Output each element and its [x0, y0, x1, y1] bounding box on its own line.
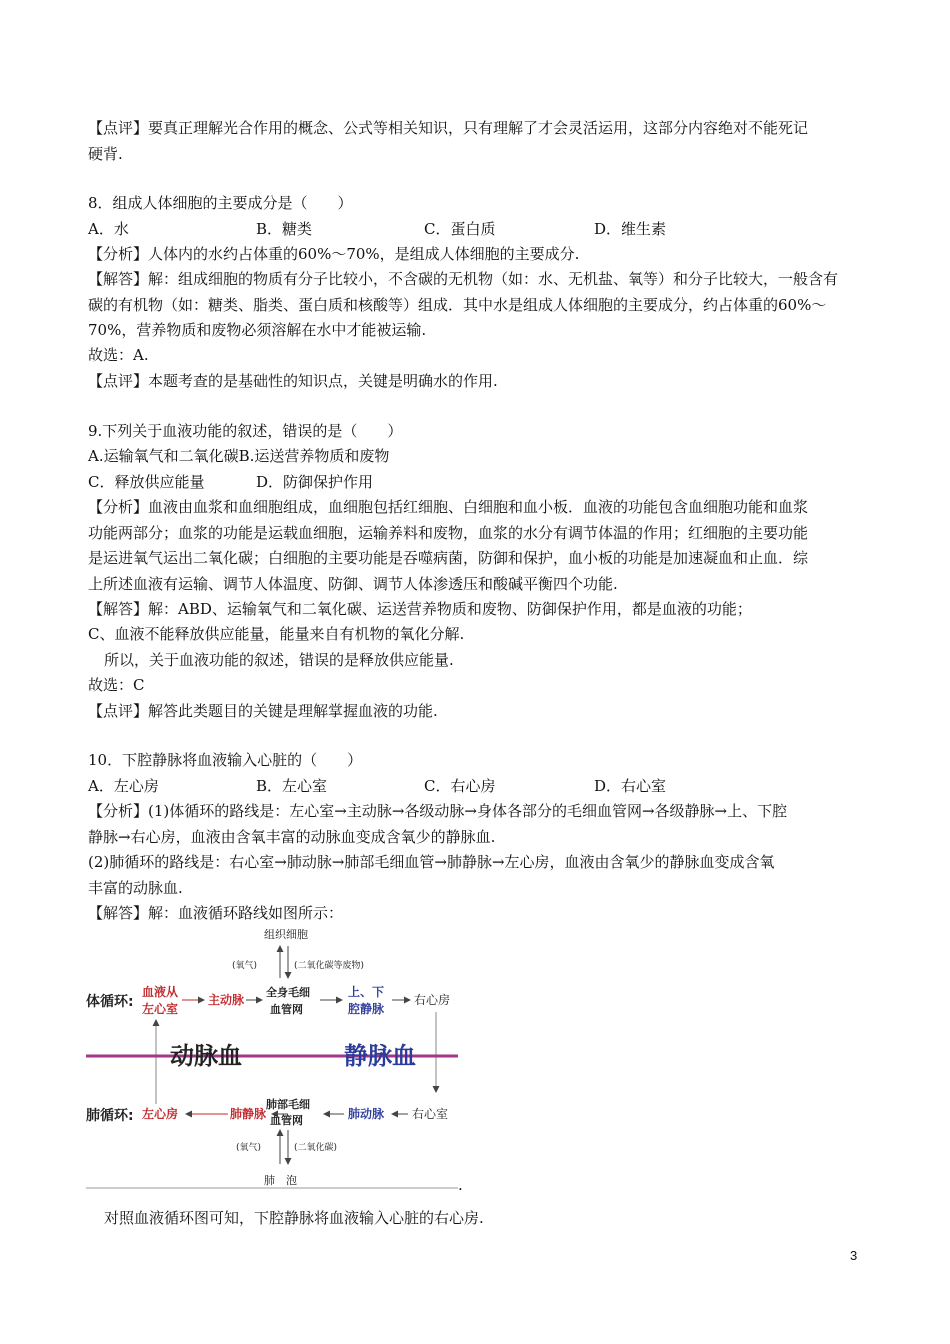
q9-options-cd	[88, 472, 688, 492]
fig-venous-blood: 静脉血	[344, 1042, 416, 1070]
fig-aorta: 主动脉	[208, 993, 245, 1007]
fig-pulmonary-vein: 肺静脉	[230, 1107, 267, 1121]
q9-analysis-line-2: 功能两部分；血浆的功能是运载血细胞，运输养料和废物，血浆的水分有调节体温的作用；红细胞的主要功能	[88, 524, 809, 542]
q10-option-d: D．右心室	[594, 777, 667, 795]
comment-line: 【点评】要真正理解光合作用的概念、公式等相关知识，只有理解了才会灵活运用，这部分内容绝对不能死记	[88, 119, 809, 137]
figure-period: .	[458, 1176, 463, 1194]
q8-answer-line-2: 碳的有机物（如：糖类、脂类、蛋白质和核酸等）组成．其中水是组成人体细胞的主要成分，约占体重的60%～	[88, 296, 827, 314]
blood-circulation-diagram	[86, 924, 458, 1190]
q8-option-a: A．水	[88, 220, 129, 238]
fig-pulmonary-label: 肺循环:	[86, 1108, 134, 1124]
q9-choice: 故选：C	[88, 676, 145, 694]
q8-answer-line-1: 【解答】解：组成细胞的物质有分子比较小，不含碳的无机物（如：水、无机盐、氧等）和分子比较大，一般含有	[88, 270, 839, 288]
q9-option-d: D．防御保护作用	[256, 473, 374, 491]
comment-line-cont: 硬背.	[88, 145, 123, 163]
fig-oxygen-bottom: (氧气)	[236, 1143, 262, 1153]
fig-co2-bottom: (二氧化碳)	[294, 1143, 338, 1153]
q10-analysis-line-2: 静脉→右心房，血液由含氧丰富的动脉血变成含氧少的静脉血.	[88, 828, 496, 846]
q9-analysis-line-1: 【分析】血液由血浆和血细胞组成，血细胞包括红细胞、白细胞和血小板．血液的功能包含血细胞功能和血浆	[88, 498, 809, 516]
q10-options	[88, 776, 688, 796]
q9-options-ab: A.运输氧气和二氧化碳B.运送营养物质和废物	[88, 447, 390, 465]
q10-analysis-line-3: (2)肺循环的路线是：右心室→肺动脉→肺部毛细血管→肺静脉→左心房，血液由含氧少的静脉血变成含氧	[88, 853, 775, 871]
fig-blood-from-2: 左心室	[142, 1002, 179, 1016]
fig-lung-capillary-1: 肺部毛细	[266, 1098, 310, 1111]
fig-right-atrium: 右心房	[414, 993, 451, 1007]
q10-analysis-line-1: 【分析】(1)体循环的路线是：左心室→主动脉→各级动脉→身体各部分的毛细血管网→各级静脉→上、下腔	[88, 802, 788, 820]
question-10: 10．下腔静脉将血液输入心脏的（ ）	[88, 751, 363, 769]
fig-vena-cava-1: 上、下	[348, 985, 385, 999]
q9-answer-line-1: 【解答】解：ABD、运输氧气和二氧化碳、运送营养物质和废物、防御保护作用，都是血液的功能；	[88, 600, 752, 618]
q8-option-c: C．蛋白质	[424, 220, 496, 238]
q9-answer-line-2: C、血液不能释放供应能量，能量来自有机物的氧化分解.	[88, 625, 465, 643]
q8-answer-line-3: 70%，营养物质和废物必须溶解在水中才能被运输.	[88, 321, 427, 339]
q8-option-d: D．维生素	[594, 220, 667, 238]
question-8: 8．组成人体细胞的主要成分是（ ）	[88, 194, 353, 212]
fig-systemic-label: 体循环:	[86, 994, 134, 1010]
fig-blood-from-1: 血液从	[142, 985, 179, 999]
q10-option-a: A．左心房	[88, 777, 159, 795]
fig-right-ventricle: 右心室	[412, 1107, 449, 1121]
q9-option-c: C．释放供应能量	[88, 473, 205, 491]
q10-option-c: C．右心房	[424, 777, 496, 795]
q8-choice: 故选：A.	[88, 346, 149, 364]
q8-options	[88, 219, 688, 239]
q10-analysis-line-4: 丰富的动脉血.	[88, 879, 183, 897]
fig-body-capillary-2: 血管网	[270, 1003, 303, 1016]
fig-tissue-cells: 组织细胞	[264, 928, 308, 941]
q9-analysis-line-3: 是运进氧气运出二氧化碳；白细胞的主要功能是吞噬病菌，防御和保护，血小板的功能是加速凝血和止血．综	[88, 549, 809, 567]
q10-conclusion: 对照血液循环图可知，下腔静脉将血液输入心脏的右心房.	[104, 1209, 484, 1227]
fig-vena-cava-2: 腔静脉	[348, 1002, 385, 1016]
fig-co2-top: (二氧化碳等废物)	[294, 961, 365, 971]
q9-answer-line-3: 所以，关于血液功能的叙述，错误的是释放供应能量.	[104, 651, 454, 669]
fig-left-atrium: 左心房	[142, 1107, 179, 1121]
page-number: 3	[850, 1248, 858, 1263]
fig-pulmonary-artery: 肺动脉	[348, 1107, 385, 1121]
q10-option-b: B．左心室	[256, 777, 328, 795]
q9-analysis-line-4: 上所述血液有运输、调节人体温度、防御、调节人体渗透压和酸碱平衡四个功能.	[88, 575, 618, 593]
fig-lung-capillary-2: 血管网	[270, 1114, 303, 1127]
q8-comment: 【点评】本题考查的是基础性的知识点，关键是明确水的作用.	[88, 372, 498, 390]
q8-analysis: 【分析】人体内的水约占体重的60%～70%，是组成人体细胞的主要成分.	[88, 245, 580, 263]
fig-oxygen-top: (氧气)	[232, 961, 258, 971]
fig-body-capillary-1: 全身毛细	[266, 986, 310, 999]
q9-comment: 【点评】解答此类题目的关键是理解掌握血液的功能.	[88, 702, 438, 720]
fig-alveoli: 肺 泡	[264, 1174, 297, 1187]
question-9: 9.下列关于血液功能的叙述，错误的是（ ）	[88, 422, 403, 440]
fig-arterial-blood: 动脉血	[170, 1042, 242, 1070]
q10-answer: 【解答】解：血液循环路线如图所示：	[88, 904, 344, 922]
q8-option-b: B．糖类	[256, 220, 313, 238]
